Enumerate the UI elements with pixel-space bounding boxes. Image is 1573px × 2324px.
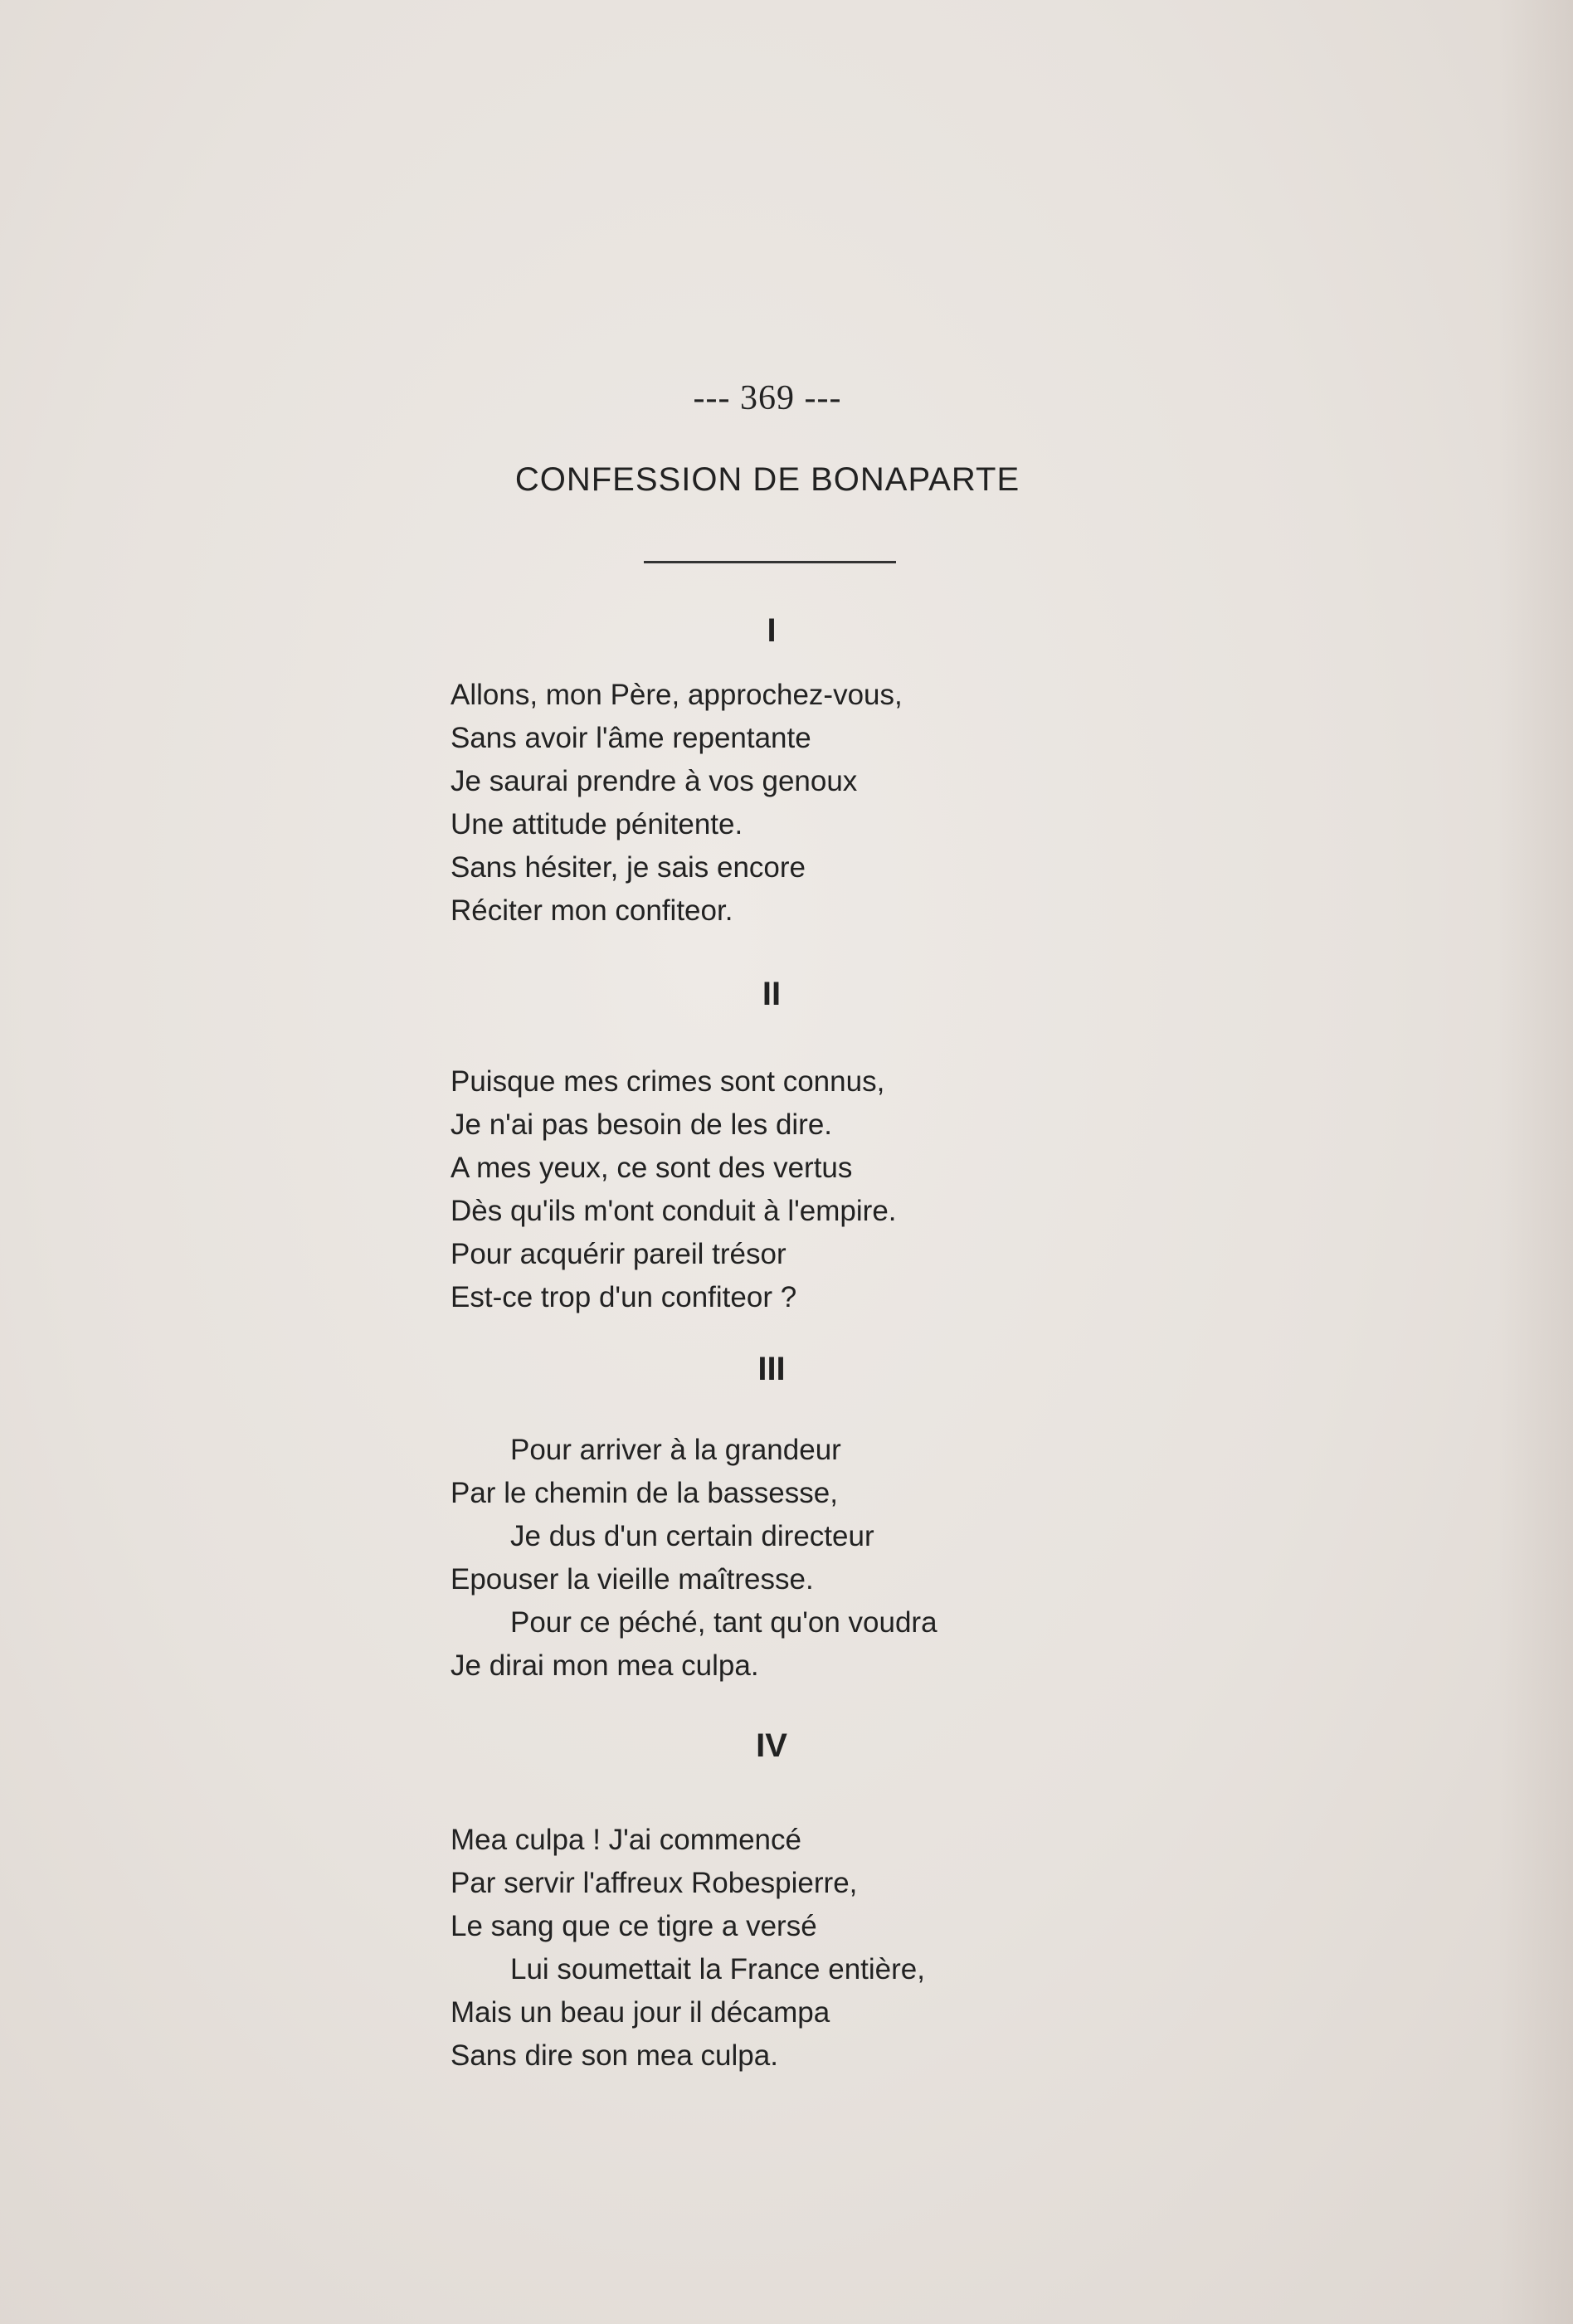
stanza-3 [450, 1429, 937, 1688]
stanza-4 [450, 1819, 925, 2078]
verse-line: Une attitude pénitente. [450, 808, 743, 840]
verse-line: Pour arriver à la grandeur [510, 1434, 841, 1466]
verse-line: Par le chemin de la bassesse, [450, 1477, 838, 1509]
section-number-2: II [762, 976, 782, 1012]
verse-line: Pour ce péché, tant qu'on voudra [510, 1606, 937, 1639]
verse-line: Puisque mes crimes sont connus, [450, 1065, 885, 1098]
page-title: CONFESSION DE BONAPARTE [514, 461, 1020, 498]
verse-line: Est-ce trop d'un confiteor ? [450, 1281, 797, 1313]
verse-line: Mea culpa ! J'ai commencé [450, 1824, 801, 1856]
verse-line: Je n'ai pas besoin de les dire. [450, 1108, 833, 1141]
verse-line: Allons, mon Père, approchez-vous, [450, 679, 903, 711]
verse-line: Dès qu'ils m'ont conduit à l'empire. [450, 1195, 897, 1227]
verse-line: Je dus d'un certain directeur [510, 1520, 874, 1552]
verse-line: Je dirai mon mea culpa. [450, 1649, 759, 1682]
page-number: --- 369 --- [693, 379, 842, 417]
verse-line: Epouser la vieille maîtresse. [450, 1563, 814, 1596]
verse-line: Par servir l'affreux Robespierre, [450, 1867, 858, 1899]
stanza-1 [450, 674, 903, 933]
verse-line: Lui soumettait la France entière, [510, 1953, 925, 1985]
verse-line: Je saurai prendre à vos genoux [450, 765, 858, 797]
verse-line: A mes yeux, ce sont des vertus [450, 1152, 853, 1184]
verse-line: Mais un beau jour il décampa [450, 1996, 830, 2029]
verse-line: Pour acquérir pareil trésor [450, 1238, 786, 1270]
section-number-4: IV [756, 1727, 787, 1764]
verse-line: Réciter mon confiteor. [450, 894, 733, 927]
section-number-3: III [757, 1351, 786, 1387]
page-edge-shadow [1498, 0, 1573, 2324]
stanza-2 [450, 1060, 897, 1319]
verse-line: Sans dire son mea culpa. [450, 2039, 778, 2072]
verse-line: Sans avoir l'âme repentante [450, 722, 811, 754]
verse-line: Sans hésiter, je sais encore [450, 851, 806, 884]
title-rule [644, 561, 896, 563]
section-number-1: I [767, 612, 777, 649]
verse-line: Le sang que ce tigre a versé [450, 1910, 817, 1942]
